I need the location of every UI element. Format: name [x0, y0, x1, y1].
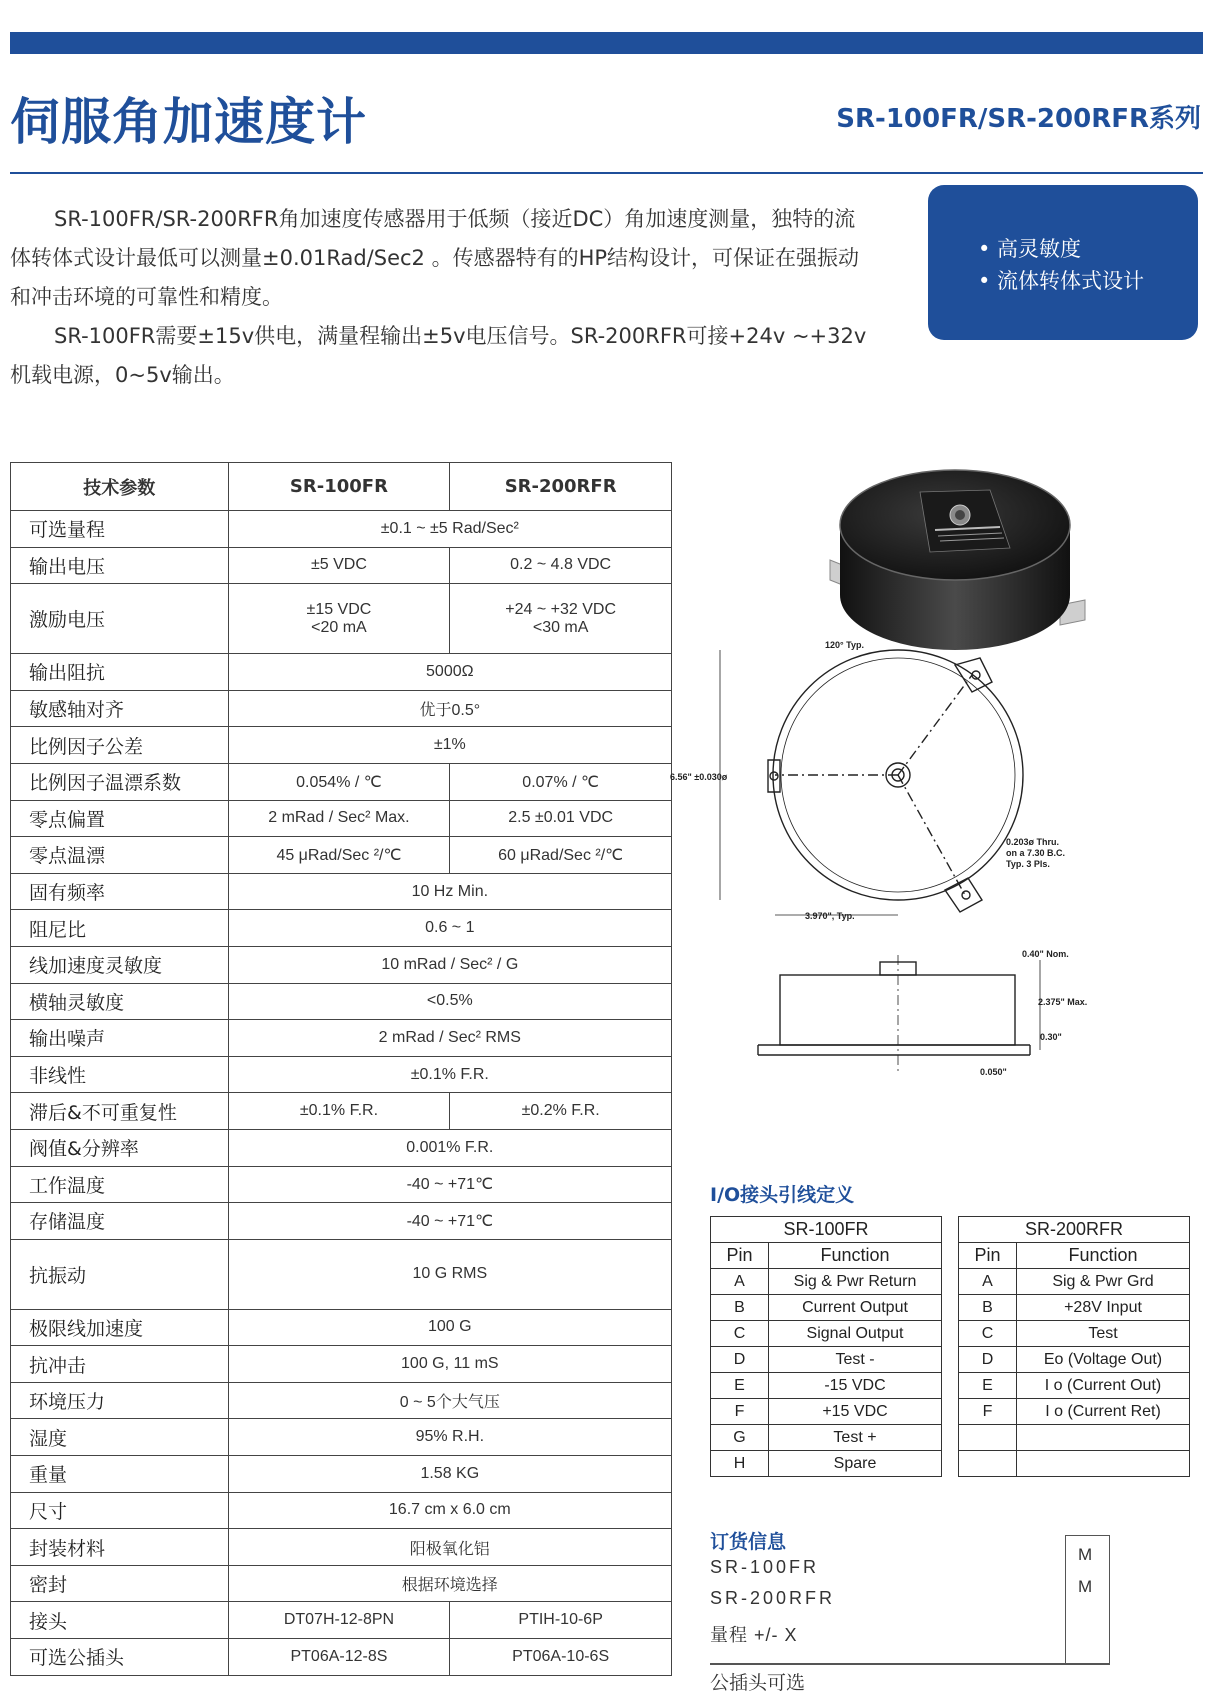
- dim-angle-label: 120° Typ.: [825, 640, 864, 650]
- spec-value-b: 2.5 ±0.01 VDC: [450, 800, 672, 837]
- spec-row: [11, 763, 672, 800]
- spec-value-b: +24 ~ +32 VDC <30 mA: [450, 584, 672, 654]
- spec-label: 输出电压: [11, 547, 229, 584]
- io-table-sr100fr: [710, 1216, 942, 1477]
- dim-base-label: 0.050": [980, 1067, 1007, 1077]
- spec-label: 比例因子温漂系数: [11, 763, 229, 800]
- io-function: I o (Current Ret): [1017, 1399, 1190, 1425]
- io-row: [959, 1399, 1190, 1425]
- spec-row: [11, 1056, 672, 1093]
- io-pin: C: [711, 1321, 769, 1347]
- io-row: [711, 1373, 942, 1399]
- io-function: Signal Output: [769, 1321, 942, 1347]
- io-function: [1017, 1425, 1190, 1451]
- spec-header-param: 技术参数: [11, 463, 229, 511]
- io-model-header: SR-100FR: [711, 1217, 942, 1243]
- order-baseline: [710, 1663, 1110, 1665]
- io-function: Spare: [769, 1451, 942, 1477]
- dim-max-label: 2.375" Max.: [1038, 997, 1088, 1007]
- spec-value-a: PT06A-12-8S: [228, 1639, 450, 1676]
- spec-value-a: <0.5%: [228, 983, 671, 1020]
- spec-value-a: 16.7 cm x 6.0 cm: [228, 1492, 671, 1529]
- io-pin: D: [959, 1347, 1017, 1373]
- intro-paragraph-2: SR-100FR需要±15v供电，满量程输出±5v电压信号。SR-200RFR可接+24v ~+32v机载电源，0~5v输出。: [10, 324, 867, 387]
- spec-row: [11, 690, 672, 727]
- spec-row: [11, 910, 672, 947]
- io-pin: B: [711, 1295, 769, 1321]
- spec-value-a: 0 ~ 5个大气压: [228, 1382, 671, 1419]
- spec-value-a: -40 ~ +71℃: [228, 1166, 671, 1203]
- order-range: 量程 +/- X: [710, 1625, 798, 1645]
- spec-label: 抗振动: [11, 1239, 229, 1309]
- spec-row: [11, 1020, 672, 1057]
- spec-row: [11, 547, 672, 584]
- io-row: [711, 1399, 942, 1425]
- io-function: -15 VDC: [769, 1373, 942, 1399]
- io-pin: A: [959, 1269, 1017, 1295]
- spec-value-b: 0.07% / ℃: [450, 763, 672, 800]
- order-model-1: SR-100FR: [710, 1557, 820, 1577]
- io-pin: D: [711, 1347, 769, 1373]
- spec-value-b: PTIH-10-6P: [450, 1602, 672, 1639]
- spec-value-a: ±0.1% F.R.: [228, 1056, 671, 1093]
- io-function: Sig & Pwr Grd: [1017, 1269, 1190, 1295]
- spec-header-model-b: SR-200RFR: [450, 463, 672, 511]
- dim-diameter-label: 6.56" ±0.030ø: [670, 772, 728, 782]
- spec-row: [11, 873, 672, 910]
- spec-row: [11, 1203, 672, 1240]
- spec-label: 重量: [11, 1456, 229, 1493]
- io-row: [959, 1321, 1190, 1347]
- spec-value-a: 优于0.5°: [228, 690, 671, 727]
- page-title: 伺服角加速度计: [10, 93, 367, 151]
- spec-value-a: 阳极氧化铝: [228, 1529, 671, 1566]
- io-pin: B: [959, 1295, 1017, 1321]
- io-row: [711, 1451, 942, 1477]
- spec-label: 极限线加速度: [11, 1309, 229, 1346]
- io-row: [959, 1347, 1190, 1373]
- spec-row: [11, 1419, 672, 1456]
- spec-row: [11, 1166, 672, 1203]
- spec-row: [11, 584, 672, 654]
- spec-label: 比例因子公差: [11, 727, 229, 764]
- io-pin-header: Pin: [959, 1243, 1017, 1269]
- spec-row: [11, 1565, 672, 1602]
- dim-flange-label: 0.30": [1040, 1032, 1062, 1042]
- io-function: Test -: [769, 1347, 942, 1373]
- spec-value-a: ±0.1% F.R.: [228, 1093, 450, 1130]
- dim-radius-label: 3.970", Typ.: [805, 911, 855, 921]
- spec-row: [11, 983, 672, 1020]
- io-function: Test: [1017, 1321, 1190, 1347]
- spec-row: [11, 1129, 672, 1166]
- io-pin: F: [711, 1399, 769, 1425]
- spec-label: 横轴灵敏度: [11, 983, 229, 1020]
- io-row: [711, 1425, 942, 1451]
- spec-header-row: [11, 463, 672, 511]
- spec-value-b: PT06A-10-6S: [450, 1639, 672, 1676]
- io-row: [959, 1295, 1190, 1321]
- spec-label: 输出噪声: [11, 1020, 229, 1057]
- spec-label: 零点偏置: [11, 800, 229, 837]
- spec-value-a: 10 Hz Min.: [228, 873, 671, 910]
- order-option: 公插头可选: [710, 1672, 806, 1694]
- spec-label: 零点温漂: [11, 837, 229, 874]
- io-table-sr200rfr: [958, 1216, 1190, 1477]
- dim-hole-label: 0.203ø Thru.: [1006, 837, 1060, 847]
- io-function: I o (Current Out): [1017, 1373, 1190, 1399]
- io-row: [959, 1373, 1190, 1399]
- io-pin-header: Pin: [711, 1243, 769, 1269]
- spec-row: [11, 1456, 672, 1493]
- spec-label: 敏感轴对齐: [11, 690, 229, 727]
- spec-label: 密封: [11, 1565, 229, 1602]
- io-row: [959, 1425, 1190, 1451]
- io-function-header: Function: [1017, 1243, 1190, 1269]
- spec-label: 接头: [11, 1602, 229, 1639]
- spec-value-b: 60 μRad/Sec ²/℃: [450, 837, 672, 874]
- io-row: [711, 1269, 942, 1295]
- spec-value-b: ±0.2% F.R.: [450, 1093, 672, 1130]
- spec-value-a: 100 G, 11 mS: [228, 1346, 671, 1383]
- spec-value-b: 0.2 ~ 4.8 VDC: [450, 547, 672, 584]
- io-pin: E: [711, 1373, 769, 1399]
- order-mark-1: M: [1078, 1545, 1093, 1564]
- spec-row: [11, 800, 672, 837]
- spec-value-a: 0.054% / ℃: [228, 763, 450, 800]
- io-pin: C: [959, 1321, 1017, 1347]
- spec-value-a: 45 μRad/Sec ²/℃: [228, 837, 450, 874]
- spec-label: 环境压力: [11, 1382, 229, 1419]
- io-pin: [959, 1451, 1017, 1477]
- feature-box: [928, 185, 1198, 340]
- spec-value-a: 根据环境选择: [228, 1565, 671, 1602]
- dim-hole-label-3: Typ. 3 Pls.: [1006, 859, 1050, 869]
- io-row: [959, 1451, 1190, 1477]
- spec-label: 固有频率: [11, 873, 229, 910]
- feature-item: • 流体转体式设计: [978, 269, 1145, 293]
- spec-row: [11, 1602, 672, 1639]
- spec-value-a: DT07H-12-8PN: [228, 1602, 450, 1639]
- spec-value-a: 0.6 ~ 1: [228, 910, 671, 947]
- dim-hole-label-2: on a 7.30 B.C.: [1006, 848, 1066, 858]
- spec-header-model-a: SR-100FR: [228, 463, 450, 511]
- io-pin: F: [959, 1399, 1017, 1425]
- spec-row: [11, 1529, 672, 1566]
- io-function-header: Function: [769, 1243, 942, 1269]
- order-section-title: 订货信息: [710, 1531, 787, 1553]
- spec-label: 可选公插头: [11, 1639, 229, 1676]
- spec-value-a: ±5 VDC: [228, 547, 450, 584]
- feature-item: • 高灵敏度: [978, 237, 1082, 261]
- spec-label: 输出阻抗: [11, 654, 229, 691]
- spec-row: [11, 1093, 672, 1130]
- io-pin: H: [711, 1451, 769, 1477]
- spec-row: [11, 511, 672, 548]
- top-banner-bar: [10, 32, 1203, 54]
- spec-row: [11, 1492, 672, 1529]
- spec-label: 滞后&不可重复性: [11, 1093, 229, 1130]
- spec-table: [10, 462, 672, 1676]
- io-row: [711, 1347, 942, 1373]
- spec-label: 封装材料: [11, 1529, 229, 1566]
- spec-value-a: 0.001% F.R.: [228, 1129, 671, 1166]
- io-function: Eo (Voltage Out): [1017, 1347, 1190, 1373]
- spec-label: 线加速度灵敏度: [11, 946, 229, 983]
- io-function: Sig & Pwr Return: [769, 1269, 942, 1295]
- io-row: [959, 1269, 1190, 1295]
- io-function: Current Output: [769, 1295, 942, 1321]
- spec-value-a: 10 G RMS: [228, 1239, 671, 1309]
- io-pin: [959, 1425, 1017, 1451]
- header-divider: [10, 172, 1203, 174]
- spec-value-a: 10 mRad / Sec² / G: [228, 946, 671, 983]
- product-photo: [810, 430, 1100, 675]
- spec-value-a: 1.58 KG: [228, 1456, 671, 1493]
- io-function: [1017, 1451, 1190, 1477]
- spec-label: 湿度: [11, 1419, 229, 1456]
- spec-label: 可选量程: [11, 511, 229, 548]
- spec-value-a: 2 mRad / Sec² Max.: [228, 800, 450, 837]
- spec-label: 激励电压: [11, 584, 229, 654]
- io-pin: E: [959, 1373, 1017, 1399]
- spec-label: 工作温度: [11, 1166, 229, 1203]
- spec-label: 尺寸: [11, 1492, 229, 1529]
- io-function: +28V Input: [1017, 1295, 1190, 1321]
- spec-value-a: -40 ~ +71℃: [228, 1203, 671, 1240]
- order-mark-2: M: [1078, 1577, 1093, 1596]
- spec-row: [11, 654, 672, 691]
- spec-value-a: 100 G: [228, 1309, 671, 1346]
- io-section-title: I/O接头引线定义: [710, 1184, 855, 1206]
- dim-nom-label: 0.40" Nom.: [1022, 949, 1069, 959]
- spec-label: 阀值&分辨率: [11, 1129, 229, 1166]
- spec-row: [11, 837, 672, 874]
- spec-value-a: ±1%: [228, 727, 671, 764]
- intro-paragraph-1: SR-100FR/SR-200RFR角加速度传感器用于低频（接近DC）角加速度测量，独特的流体转体式设计最低可以测量±0.01Rad/Sec2 。传感器特有的HP结构设计，可保证在强振动和冲击环境的可靠性和精度。: [10, 207, 860, 309]
- io-function: +15 VDC: [769, 1399, 942, 1425]
- order-model-2: SR-200RFR: [710, 1588, 836, 1608]
- io-pin: G: [711, 1425, 769, 1451]
- spec-label: 非线性: [11, 1056, 229, 1093]
- spec-label: 存储温度: [11, 1203, 229, 1240]
- spec-value-a: ±15 VDC <20 mA: [228, 584, 450, 654]
- spec-body: [11, 511, 672, 1676]
- io-row: [711, 1321, 942, 1347]
- io-pin: A: [711, 1269, 769, 1295]
- spec-row: [11, 1239, 672, 1309]
- spec-row: [11, 1382, 672, 1419]
- spec-value-a: 2 mRad / Sec² RMS: [228, 1020, 671, 1057]
- spec-row: [11, 1639, 672, 1676]
- io-row: [711, 1295, 942, 1321]
- spec-row: [11, 727, 672, 764]
- spec-value-a: ±0.1 ~ ±5 Rad/Sec²: [228, 511, 671, 548]
- spec-label: 阻尼比: [11, 910, 229, 947]
- spec-label: 抗冲击: [11, 1346, 229, 1383]
- spec-row: [11, 946, 672, 983]
- spec-value-a: 5000Ω: [228, 654, 671, 691]
- series-name: SR-100FR/SR-200RFR系列: [836, 104, 1201, 134]
- spec-row: [11, 1309, 672, 1346]
- io-function: Test +: [769, 1425, 942, 1451]
- dimension-drawing: [670, 640, 1180, 1140]
- spec-row: [11, 1346, 672, 1383]
- intro-text: [10, 200, 870, 395]
- io-model-header: SR-200RFR: [959, 1217, 1190, 1243]
- spec-value-a: 95% R.H.: [228, 1419, 671, 1456]
